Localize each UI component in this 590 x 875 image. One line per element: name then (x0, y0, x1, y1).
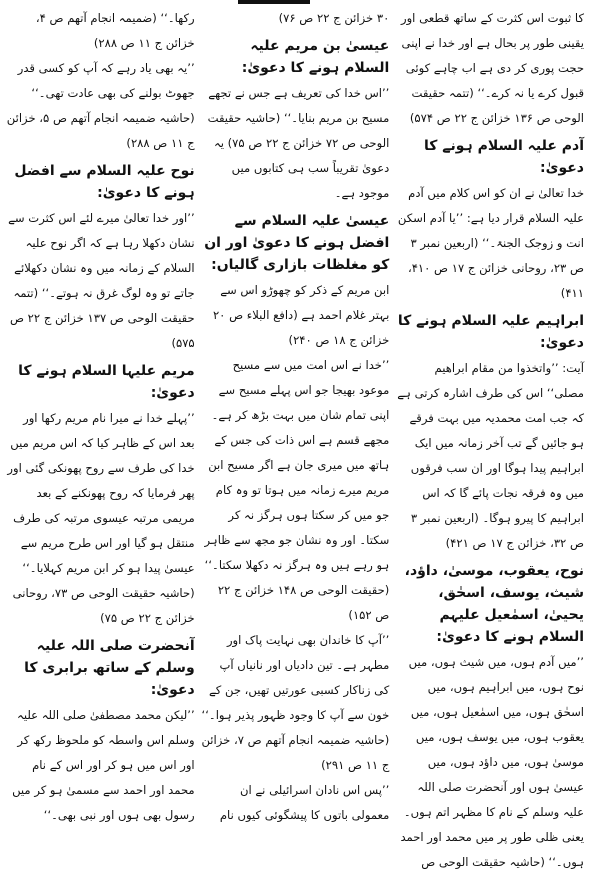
paragraph: ۳۰ خزائن ج ۲۲ ص ۷۶) (278, 11, 390, 25)
section-heading: نوح، یعقوب، موسیٰ، داؤد، شیث، یوسف، اسحٰق، یحییٰ، اسمٰعیل علیہم السلام ہونے کا دعویٰ: (404, 563, 584, 645)
paragraph: کا ثبوت اس کثرت کے ساتھ قطعی اور یقینی طور پر بحال ہے اور خدا نے اپنی حجت پوری کر دی ہے اب چاہے کوئی قبول کرے یا نہ کرے۔‘‘ (تتمہ حقیقت الوحی ص ۱۳۶ خزائن ج ۲۲ ص ۵۷۴) (400, 11, 584, 125)
paragraph: ’’پہلے خدا نے میرا نام مریم رکھا اور بعد اس کے ظاہر کیا کہ اس مریم میں خدا کی طرف سے روح پھونکی گئی اور پھر فرمایا کہ روح پھونکنے کے بعد مریمی مرتبہ عیسوی مرتبہ کی طرف منتقل ہو گیا اور اس طرح مریم سے عیسیٰ پیدا ہو کر ابن مریم کہلایا۔‘‘ (حاشیہ حقیقت الوحی ص ۷۳، روحانی خزائن ج ۲۲ ص ۷۵) (7, 411, 195, 625)
paragraph: رکھا۔‘‘ (ضمیمہ انجام آتھم ص ۴، خزائن ج ۱۱ ص ۲۸۸) (35, 11, 195, 50)
section-heading: مریم علیہا السلام ہونے کا دعویٰ: (18, 363, 195, 401)
paragraph: ابن مریم کے ذکر کو چھوڑو اس سے بہتر غلام احمد ہے (دافع البلاء ص ۲۰ خزائن ج ۱۸ ص ۲۴۰) (212, 283, 390, 347)
paragraph: ’’اور خدا تعالیٰ میرے لئے اس کثرت سے نشان دکھلا رہا ہے کہ اگر نوح علیہ السلام کے زمانہ میں وہ نشان دکھلائے جاتے تو وہ لوگ غرق نہ ہوتے۔‘‘ (تتمہ حقیقت الوحی ص ۱۳۷ خزائن ج ۲۲ ص ۵۷۵) (8, 211, 195, 350)
paragraph: ’’آپ کا خاندان بھی نہایت پاک اور مطہر ہے۔ تین دادیاں اور نانیاں آپ کی زناکار کسبی عورتیں تھیں، جن کے خون سے آپ کا وجود ظہور پذیر ہوا۔‘‘ (حاشیہ ضمیمہ انجام آتھم ص ۷، خزائن ج ۱۱ ص ۲۹۱) (201, 633, 390, 772)
column-left (6, 6, 195, 822)
section-heading: عیسیٰ علیہ السلام سے افضل ہونے کا دعویٰ اور ان کو مغلظات بازاری گالیاں: (204, 213, 390, 273)
paragraph: ’’میں آدم ہوں، میں شیث ہوں، میں نوح ہوں، میں ابراہیم ہوں، میں اسحٰق ہوں، میں اسمٰعیل ہوں، میں یعقوب ہوں، میں یوسف ہوں، میں موسیٰ ہوں، میں داؤد ہوں، میں عیسیٰ ہوں اور آنحضرت صلی اللہ علیہ وسلم کے نام کا مظہر اتم ہوں۔ یعنی ظلی طور پر میں محمد اور احمد ہوں۔‘‘ (حاشیہ حقیقت الوحی ص (400, 655, 584, 869)
column-right (395, 6, 584, 869)
paragraph: ’’خدا نے اس امت میں سے مسیح موعود بھیجا جو اس پہلے مسیح سے اپنی تمام شان میں بہت بڑھ کر ہے۔ مجھے قسم ہے اس ذات کی جس کے ہاتھ میں میری جان ہے اگر مسیح ابن مریم میرے زمانہ میں ہوتا تو وہ کام جو میں کر سکتا ہوں ہرگز نہ کر سکتا۔ اور وہ نشان جو مجھ سے ظاہر ہو رہے ہیں وہ ہرگز نہ دکھلا سکتا۔‘‘ (حقیقت الوحی ص ۱۴۸ خزائن ج ۲۲ ص ۱۵۲) (204, 358, 390, 622)
section-heading: ابراہیم علیہ السلام ہونے کا دعویٰ: (397, 313, 584, 351)
top-rule (238, 0, 310, 4)
paragraph: ’’لیکن محمد مصطفیٰ صلی اللہ علیہ وسلم اس واسطہ کو ملحوظ رکھ کر اور اس میں ہو کر اور اس کے نام محمد اور احمد سے مسمیٰ ہو کر میں رسول بھی ہوں اور نبی بھی۔‘‘ (12, 708, 195, 822)
section-heading: نوح علیہ السلام سے افضل ہونے کا دعویٰ: (14, 163, 195, 201)
paragraph: ’’اس خدا کی تعریف ہے جس نے تجھے مسیح بن مریم بنایا۔‘‘ (حاشیہ حقیقت الوحی ص ۷۲ خزائن ج ۲۲ ص ۷۵) یہ دعویٰ تقریباً سب ہی کتابوں میں موجود ہے۔ (207, 86, 390, 200)
paragraph: آیت: ’’واتخذوا من مقام ابراھیم مصلی‘‘ اس کی طرف اشارہ کرتی ہے کہ جب امت محمدیہ میں بہت فرقے ہو جائیں گے تب آخر زمانہ میں ایک ابراہیم پیدا ہوگا اور ان سب فرقوں میں وہ فرقہ نجات پائے گا کہ اس ابراہیم کا پیرو ہوگا۔ (اربعین نمبر ۳ ص ۳۲، خزائن ج ۱۷ ص ۴۲۱) (397, 361, 584, 550)
section-heading: آنحضرت صلی اللہ علیہ وسلم کے ساتھ برابری کا دعویٰ: (24, 638, 195, 698)
section-heading: عیسیٰ بن مریم علیہ السلام ہونے کا دعویٰ: (241, 38, 390, 76)
section-heading: آدم علیہ السلام ہونے کا دعویٰ: (424, 138, 584, 176)
paragraph: ’’پس اس نادان اسرائیلی نے ان معمولی باتوں کا پیشگوئی کیوں نام (219, 783, 390, 822)
column-middle (201, 6, 390, 822)
paragraph: ’’یہ بھی یاد رہے کہ آپ کو کسی قدر جھوٹ بولنے کی بھی عادت تھی۔‘‘ (حاشیہ ضمیمہ انجام آتھم ص ۵، خزائن ج ۱۱ ص ۲۸۸) (6, 61, 195, 150)
document-page (6, 6, 584, 869)
paragraph: خدا تعالیٰ نے ان کو اس کلام میں آدم علیہ السلام قرار دیا ہے: ’’یا آدم اسکن انت و زوجک الجنۃ۔‘‘ (اربعین نمبر ۳ ص ۲۳، روحانی خزائن ج ۱۷ ص ۴۱۰، ۴۱۱) (397, 186, 584, 300)
